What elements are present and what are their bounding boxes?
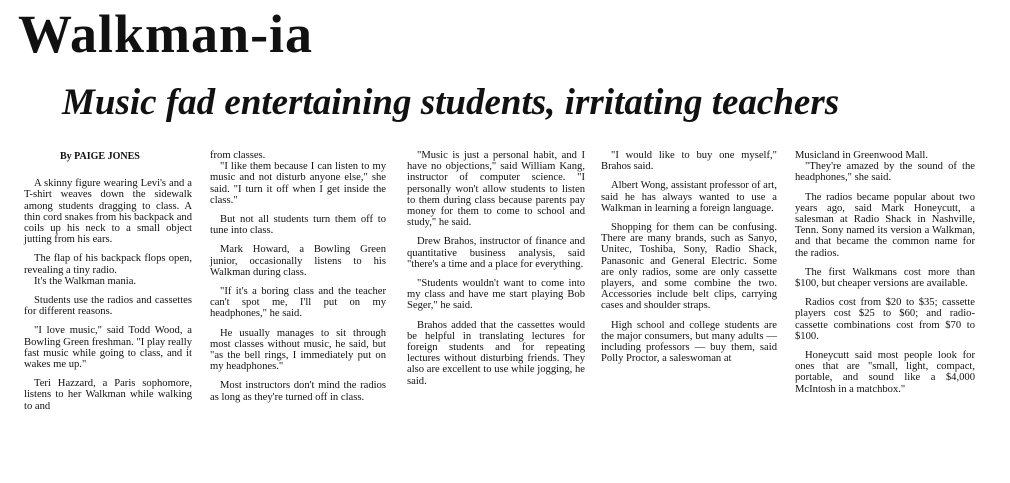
article-column-2	[210, 150, 386, 411]
subheadline: Music fad entertaining students, irritating teachers	[62, 82, 840, 123]
paragraph: Mark Howard, a Bowling Green junior, occasionally listens to his Walkman during class.	[210, 244, 386, 278]
paragraph: "Music is just a personal habit, and I have no objections," said William Kang, instructor of computer science. "I personally won't allow students to listen to them during class because parents pay money for them to come to school and study," he said.	[407, 150, 585, 229]
paragraph: "I like them because I can listen to my music and not disturb anyone else," she said. "I turn it off when I get inside the class."	[210, 161, 386, 206]
paragraph: Teri Hazzard, a Paris sophomore, listens to her Walkman while walking to and	[24, 378, 192, 412]
paragraph: Drew Brahos, instructor of finance and quantitative business analysis, said "there's a time and a place for everything.	[407, 236, 585, 270]
paragraph: "I would like to buy one myself," Brahos said.	[601, 150, 777, 173]
article-column-1	[24, 151, 192, 420]
paragraph: The flap of his backpack flops open, revealing a tiny radio.	[24, 253, 192, 276]
paragraph: High school and college students are the major consumers, but many adults — including professors — buy them, said Polly Proctor, a saleswoman at	[601, 319, 777, 365]
paragraph: "Students wouldn't want to come into my class and have me start playing Bob Seger," he said.	[407, 278, 585, 312]
paragraph: Most instructors don't mind the radios as long as they're turned off in class.	[210, 380, 386, 403]
paragraph: Brahos added that the cassettes would be helpful in translating lectures for foreign students and for repeating lectures without disturbing friends. They also are excellent to use while jogging, he said.	[407, 319, 585, 387]
article-column-4	[601, 150, 777, 372]
headline: Walkman-ia	[18, 4, 314, 64]
byline: By PAIGE JONES	[60, 151, 140, 162]
paragraph: The first Walkmans cost more than $100, but cheaper versions are available.	[795, 266, 975, 290]
paragraph: "I love music," said Todd Wood, a Bowling Green freshman. "I play really fast music while going to class, and it wakes me up."	[24, 325, 192, 371]
paragraph: The radios became popular about two years ago, said Mark Honeycutt, a salesman at Radio Shack in Nashville, Tenn. Sony named its version a Walkman, and that became the common name for the radios.	[795, 191, 975, 259]
paragraph: Honeycutt said most people look for ones that are "small, light, compact, portable, and sound like a $4,000 McIntosh in a matchbox."	[795, 350, 975, 395]
paragraph: Students use the radios and cassettes for different reasons.	[24, 295, 192, 318]
paragraph: A skinny figure wearing Levi's and a T-shirt weaves down the sidewalk among students dragging to class. A thin cord snakes from his backpack and coils up his neck to a small object jutting from his ears.	[24, 178, 192, 246]
paragraph: from classes.	[210, 150, 266, 161]
paragraph: But not all students turn them off to tune into class.	[210, 214, 386, 237]
paragraph: Shopping for them can be confusing. There are many brands, such as Sanyo, Unitec, Toshiba, Sony, Radio Shack, Panasonic and General Electric. Some are only radios, some are only cassette players, and some combine the two. Accessories include belt clips, carrying cases and shoulder straps.	[601, 222, 777, 312]
article-column-3	[407, 150, 585, 395]
paragraph: "If it's a boring class and the teacher can't spot me, I'll put on my headphones," he said.	[210, 286, 386, 320]
paragraph: Radios cost from $20 to $35; cassette players cost $25 to $60; and radio-cassette combinations cost from $70 to $100.	[795, 297, 975, 342]
paragraph: Albert Wong, assistant professor of art, said he has always wanted to use a Walkman in learning a foreign language.	[601, 180, 777, 214]
paragraph: "They're amazed by the sound of the headphones," she said.	[795, 161, 975, 184]
paragraph: He usually manages to sit through most classes without music, he said, but "as the bell rings, I immediately put on my headphones."	[210, 327, 386, 373]
article-column-5	[795, 150, 975, 403]
paragraph: It's the Walkman mania.	[34, 275, 137, 287]
paragraph: Musicland in Greenwood Mall.	[795, 150, 928, 161]
